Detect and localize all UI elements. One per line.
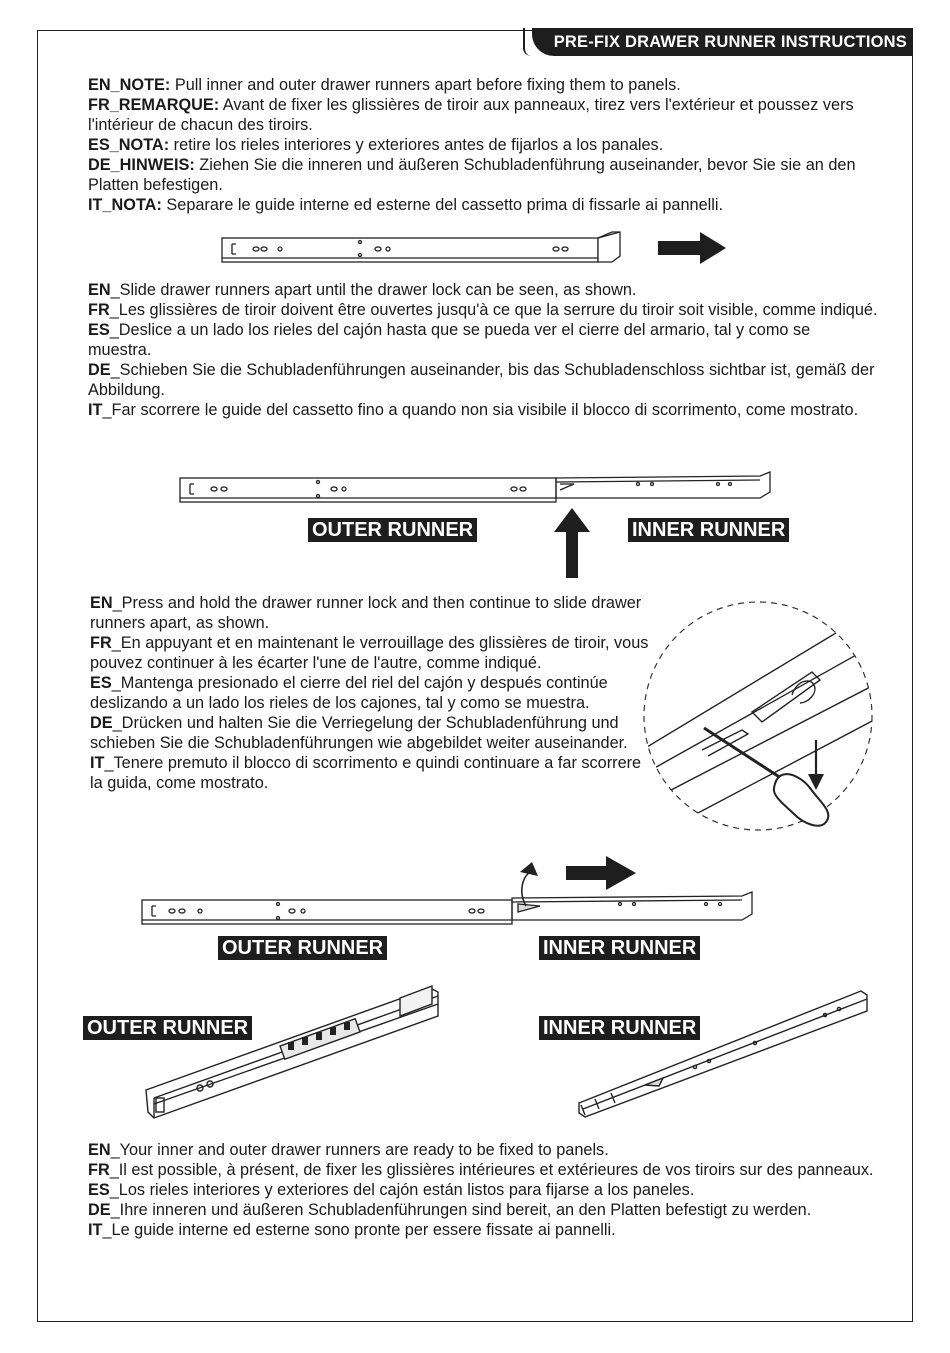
outer-runner-label: OUTER RUNNER bbox=[83, 1016, 252, 1040]
inner-runner-label: INNER RUNNER bbox=[539, 1016, 700, 1040]
outer-runner-label: OUTER RUNNER bbox=[308, 518, 477, 542]
note-paragraph-de: DE_HINWEIS: Ziehen Sie die inneren und äußeren Schubladenführung auseinander, bevor Sie sie an den Platten befestigen. bbox=[88, 156, 856, 194]
press-paragraph-es: ES_Mantenga presionado el cierre del riel del cajón y después continúe deslizando a un lado los rieles de los cajones, tal y como se muestra. bbox=[90, 674, 608, 712]
curved-arrow-head-icon bbox=[520, 862, 538, 876]
press-paragraph-fr: FR_En appuyant et en maintenant le verrouillage des glissières de tiroir, vous pouvez continuer à les écarter l'une de l'autre, comme indiqué. bbox=[90, 634, 649, 672]
outer-runner-perspective-diagram bbox=[140, 980, 445, 1120]
press-paragraph-de: DE_Drücken und halten Sie die Verriegelung der Schubladenführung und schieben Sie die Schubladenführungen wie abgebildet weiter auseinander. bbox=[90, 714, 628, 752]
slide-paragraph-es: ES_Deslice a un lado los rieles del cajón hasta que se pueda ver el cierre del armario, tal y como se muestra. bbox=[88, 321, 811, 359]
slide-paragraph-it: IT_Far scorrere le guide del cassetto fino a quando non sia visibile il blocco di scorrimento, come mostrato. bbox=[88, 401, 859, 419]
note-paragraph-fr: FR_REMARQUE: Avant de fixer les glissières de tiroir aux panneaux, tirez vers l'extérieur et poussez vers l'intérieur de chacun des tiroirs. bbox=[88, 96, 854, 134]
pull-direction-arrow bbox=[658, 232, 726, 264]
up-arrow-icon bbox=[552, 508, 592, 580]
note-paragraph-es: ES_NOTA: retire los rieles interiores y exteriores antes de fijarlos a los panales. bbox=[88, 136, 664, 154]
slide-paragraph-de: DE_Schieben Sie die Schubladenführungen auseinander, bis das Schubladenschloss sichtbar ist, gemäß der Abbildung. bbox=[88, 361, 875, 399]
slide-paragraph-fr: FR_Les glissières de tiroir doivent être ouvertes jusqu'à ce que la serrure du tiroir soit visible, comme indiqué. bbox=[88, 301, 878, 319]
press-text-block bbox=[90, 593, 652, 793]
press-paragraph-it: IT_Tenere premuto il blocco di scorrimento e quindi continuare a far scorrere la guida, come mostrato. bbox=[90, 754, 642, 792]
right-arrow-icon bbox=[566, 856, 636, 890]
ready-text-block bbox=[88, 1140, 878, 1240]
note-paragraph-it: IT_NOTA: Separare le guide interne ed esterne del cassetto prima di fissarle ai pannelli. bbox=[88, 196, 723, 214]
ready-paragraph-de: DE_Ihre inneren und äußeren Schubladenführungen sind bereit, an den Platten befestigt zu werden. bbox=[88, 1201, 812, 1219]
page-title: PRE-FIX DRAWER RUNNER INSTRUCTIONS bbox=[532, 28, 913, 56]
press-paragraph-en: EN_Press and hold the drawer runner lock and then continue to slide drawer runners apart, as shown. bbox=[90, 594, 642, 632]
slide-text-block bbox=[88, 280, 878, 420]
inner-runner-label: INNER RUNNER bbox=[628, 518, 789, 542]
ready-paragraph-es: ES_Los rieles interiores y exteriores del cajón están listos para fijarse a los paneles. bbox=[88, 1181, 695, 1199]
outer-runner-label: OUTER RUNNER bbox=[218, 936, 387, 960]
separating-runner-diagram bbox=[140, 852, 760, 932]
note-text-block bbox=[88, 75, 878, 215]
note-paragraph-en: EN_NOTE: Pull inner and outer drawer runners apart before fixing them to panels. bbox=[88, 76, 681, 94]
ready-paragraph-it: IT_Le guide interne ed esterne sono pronte per essere fissate ai pannelli. bbox=[88, 1221, 616, 1239]
slide-paragraph-en: EN_Slide drawer runners apart until the drawer lock can be seen, as shown. bbox=[88, 281, 637, 299]
ready-paragraph-en: EN_Your inner and outer drawer runners are ready to be fixed to panels. bbox=[88, 1141, 609, 1159]
inner-runner-perspective-diagram bbox=[575, 985, 875, 1120]
closed-runner-diagram bbox=[220, 228, 740, 268]
partially-open-runner-diagram bbox=[178, 470, 778, 510]
inner-runner-label: INNER RUNNER bbox=[539, 936, 700, 960]
ready-paragraph-fr: FR_Il est possible, à présent, de fixer les glissières intérieures et extérieures de vos tiroirs sur des panneaux. bbox=[88, 1161, 874, 1179]
lock-press-detail-diagram bbox=[642, 600, 874, 832]
